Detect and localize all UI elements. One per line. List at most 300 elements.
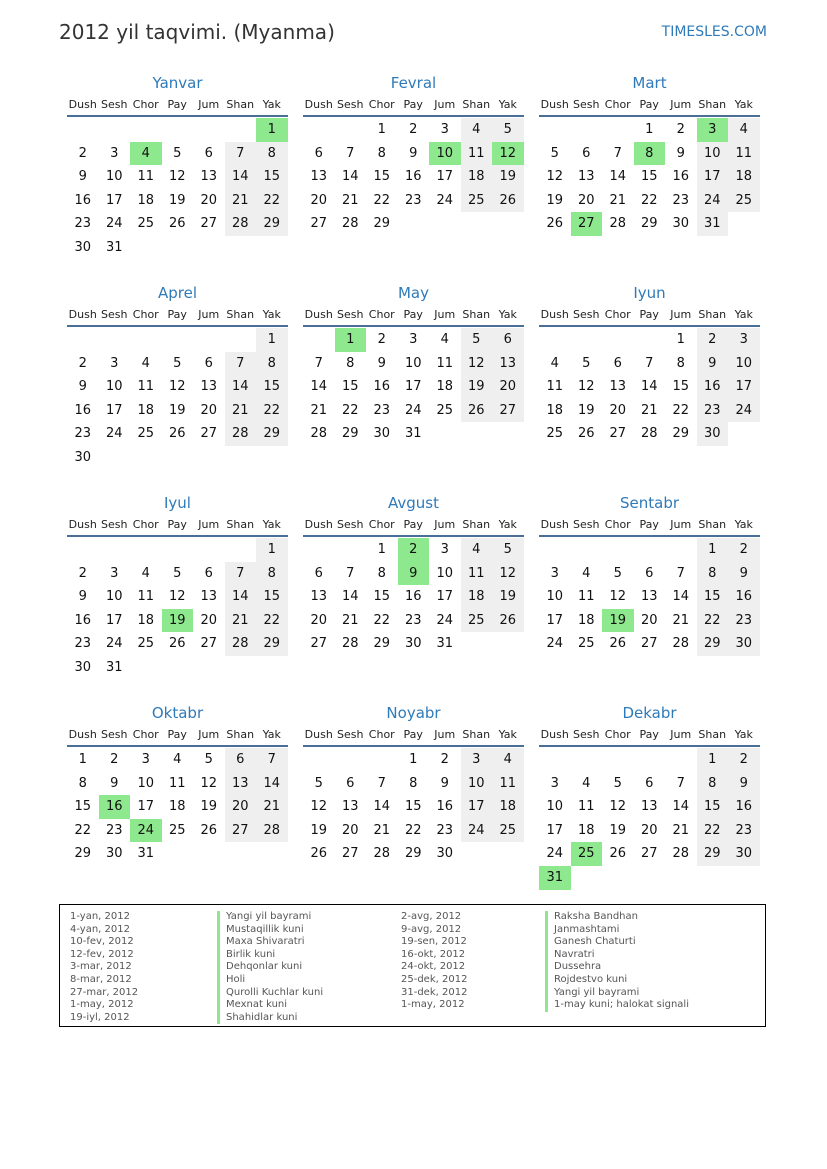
empty-cell bbox=[303, 118, 335, 142]
day-cell: 9 bbox=[697, 352, 729, 376]
day-cell: 22 bbox=[404, 822, 422, 838]
weekday-label: Dush bbox=[68, 518, 97, 531]
day-cell: 18 bbox=[461, 165, 493, 189]
day-cell: 8 bbox=[697, 772, 729, 796]
day-cell: 25 bbox=[137, 426, 155, 442]
day-cell: 25 bbox=[436, 402, 454, 418]
holiday-day-cell: 8 bbox=[634, 142, 666, 166]
weekday-label: Dush bbox=[68, 308, 97, 321]
empty-cell bbox=[335, 748, 367, 772]
day-cell: 20 bbox=[492, 375, 524, 399]
day-cell: 2 bbox=[110, 752, 119, 767]
weekday-label: Sesh bbox=[573, 308, 600, 321]
empty-cell bbox=[539, 748, 571, 772]
weekday-label: Jum bbox=[670, 98, 692, 111]
weekday-label: Pay bbox=[403, 98, 423, 111]
day-cell: 18 bbox=[137, 402, 155, 418]
weekday-header bbox=[539, 95, 760, 117]
day-cell: 15 bbox=[341, 379, 359, 395]
day-cell: 26 bbox=[461, 399, 493, 423]
site-link[interactable]: TIMESLES.COM bbox=[661, 24, 767, 40]
day-cell: 26 bbox=[492, 189, 524, 213]
legend-holiday-name: Raksha Bandhan bbox=[545, 911, 689, 924]
day-cell: 18 bbox=[168, 799, 186, 815]
day-cell: 30 bbox=[404, 636, 422, 652]
weekday-label: Yak bbox=[262, 728, 281, 741]
day-grid bbox=[67, 747, 288, 866]
legend-names-1 bbox=[217, 911, 323, 1024]
day-cell: 6 bbox=[314, 565, 323, 581]
day-cell: 10 bbox=[728, 352, 760, 376]
day-cell: 22 bbox=[74, 822, 92, 838]
day-cell: 13 bbox=[200, 589, 218, 605]
weekday-label: Yak bbox=[262, 308, 281, 321]
day-cell: 27 bbox=[200, 216, 218, 232]
day-cell: 4 bbox=[461, 538, 493, 562]
day-cell: 14 bbox=[341, 169, 359, 185]
legend-dates-1 bbox=[70, 911, 138, 1024]
empty-cell bbox=[571, 328, 603, 352]
weekday-label: Jum bbox=[670, 308, 692, 321]
day-cell: 9 bbox=[409, 145, 418, 161]
holiday-day-cell: 4 bbox=[130, 142, 162, 166]
day-cell: 25 bbox=[137, 636, 155, 652]
day-cell: 16 bbox=[697, 375, 729, 399]
weekday-label: Jum bbox=[670, 728, 692, 741]
day-cell: 7 bbox=[256, 748, 288, 772]
empty-cell bbox=[303, 328, 335, 352]
month-sentabr bbox=[539, 491, 760, 656]
day-cell: 12 bbox=[546, 169, 564, 185]
day-cell: 13 bbox=[310, 169, 328, 185]
day-cell: 18 bbox=[728, 165, 760, 189]
weekday-header bbox=[67, 95, 288, 117]
day-cell: 30 bbox=[373, 426, 391, 442]
day-cell: 7 bbox=[676, 775, 685, 791]
day-cell: 21 bbox=[225, 399, 257, 423]
month-oktabr bbox=[67, 701, 288, 866]
weekday-label: Pay bbox=[167, 518, 187, 531]
day-cell: 2 bbox=[78, 145, 87, 161]
day-cell: 13 bbox=[341, 799, 359, 815]
day-cell: 9 bbox=[110, 775, 119, 791]
day-cell: 1 bbox=[676, 332, 685, 347]
day-cell: 19 bbox=[577, 402, 595, 418]
day-cell: 26 bbox=[609, 846, 627, 862]
day-cell: 2 bbox=[409, 122, 418, 137]
day-cell: 28 bbox=[256, 819, 288, 843]
day-cell: 26 bbox=[609, 636, 627, 652]
legend-date: 1-yan, 2012 bbox=[70, 911, 130, 922]
day-cell: 5 bbox=[613, 565, 622, 581]
day-cell: 29 bbox=[256, 632, 288, 656]
day-cell: 23 bbox=[74, 636, 92, 652]
day-cell: 24 bbox=[436, 612, 454, 628]
empty-cell bbox=[571, 538, 603, 562]
day-cell: 11 bbox=[137, 379, 155, 395]
holiday-day-cell: 16 bbox=[99, 795, 131, 819]
day-cell: 12 bbox=[461, 352, 493, 376]
weekday-label: Yak bbox=[498, 728, 517, 741]
empty-cell bbox=[539, 328, 571, 352]
day-cell: 29 bbox=[256, 212, 288, 236]
legend-holiday-name: Mexnat kuni bbox=[217, 999, 323, 1012]
holiday-day-cell: 10 bbox=[429, 142, 461, 166]
weekday-label: Dush bbox=[68, 728, 97, 741]
day-cell: 3 bbox=[141, 752, 150, 767]
holiday-day-cell: 9 bbox=[398, 562, 430, 586]
day-cell: 20 bbox=[200, 192, 218, 208]
day-cell: 16 bbox=[672, 169, 690, 185]
day-cell: 28 bbox=[310, 426, 328, 442]
day-cell: 14 bbox=[672, 589, 690, 605]
day-cell: 20 bbox=[640, 612, 658, 628]
day-cell: 13 bbox=[310, 589, 328, 605]
month-name: Oktabr bbox=[151, 704, 204, 722]
day-cell: 12 bbox=[492, 562, 524, 586]
day-cell: 30 bbox=[728, 632, 760, 656]
day-cell: 14 bbox=[640, 379, 658, 395]
legend-names-2 bbox=[545, 911, 689, 1012]
weekday-label: Shan bbox=[226, 98, 255, 111]
day-cell: 19 bbox=[461, 375, 493, 399]
empty-cell bbox=[162, 328, 194, 352]
day-cell: 14 bbox=[256, 772, 288, 796]
weekday-label: Jum bbox=[670, 518, 692, 531]
day-cell: 20 bbox=[310, 192, 328, 208]
holiday-day-cell: 19 bbox=[162, 609, 194, 633]
day-cell: 26 bbox=[492, 609, 524, 633]
day-cell: 11 bbox=[168, 775, 186, 791]
day-cell: 11 bbox=[577, 799, 595, 815]
day-cell: 8 bbox=[256, 562, 288, 586]
month-name: Mart bbox=[632, 74, 667, 92]
day-cell: 23 bbox=[404, 192, 422, 208]
day-cell: 16 bbox=[728, 795, 760, 819]
holiday-day-cell: 27 bbox=[571, 212, 603, 236]
weekday-label: Jum bbox=[434, 98, 456, 111]
day-cell: 6 bbox=[645, 565, 654, 581]
weekday-label: Chor bbox=[132, 98, 159, 111]
day-cell: 5 bbox=[173, 355, 182, 371]
day-cell: 13 bbox=[492, 352, 524, 376]
legend-date: 24-okt, 2012 bbox=[401, 961, 466, 973]
weekday-label: Dush bbox=[540, 98, 569, 111]
day-cell: 17 bbox=[404, 379, 422, 395]
day-grid bbox=[67, 327, 288, 470]
day-cell: 17 bbox=[436, 169, 454, 185]
month-aprel bbox=[67, 281, 288, 470]
day-cell: 29 bbox=[373, 216, 391, 232]
empty-cell bbox=[665, 538, 697, 562]
day-cell: 26 bbox=[310, 846, 328, 862]
day-cell: 26 bbox=[168, 636, 186, 652]
day-cell: 29 bbox=[256, 422, 288, 446]
weekday-label: Dush bbox=[68, 98, 97, 111]
day-grid bbox=[303, 117, 524, 236]
day-cell: 3 bbox=[550, 565, 559, 581]
day-grid bbox=[67, 537, 288, 680]
day-cell: 15 bbox=[74, 799, 92, 815]
weekday-header bbox=[67, 515, 288, 537]
weekday-label: Shan bbox=[462, 308, 491, 321]
weekday-label: Sesh bbox=[573, 98, 600, 111]
empty-cell bbox=[99, 328, 131, 352]
month-dekabr bbox=[539, 701, 760, 890]
day-cell: 25 bbox=[461, 609, 493, 633]
weekday-label: Dush bbox=[304, 518, 333, 531]
day-cell: 7 bbox=[225, 562, 257, 586]
month-yanvar bbox=[67, 71, 288, 260]
day-cell: 22 bbox=[373, 192, 391, 208]
weekday-label: Jum bbox=[434, 518, 456, 531]
legend-holiday-name: Birlik kuni bbox=[217, 949, 323, 962]
day-cell: 14 bbox=[225, 165, 257, 189]
day-cell: 30 bbox=[697, 422, 729, 446]
day-cell: 23 bbox=[105, 822, 123, 838]
day-cell: 4 bbox=[440, 332, 449, 347]
day-cell: 15 bbox=[256, 585, 288, 609]
month-avgust bbox=[303, 491, 524, 656]
month-name: Yanvar bbox=[152, 74, 203, 92]
day-cell: 3 bbox=[110, 355, 119, 371]
day-cell: 12 bbox=[577, 379, 595, 395]
legend-date: 3-mar, 2012 bbox=[70, 961, 132, 973]
weekday-label: Chor bbox=[604, 728, 631, 741]
day-cell: 3 bbox=[440, 122, 449, 137]
empty-cell bbox=[193, 328, 225, 352]
day-cell: 26 bbox=[200, 822, 218, 838]
day-cell: 29 bbox=[74, 846, 92, 862]
day-cell: 16 bbox=[74, 612, 92, 628]
weekday-header bbox=[303, 305, 524, 327]
empty-cell bbox=[162, 538, 194, 562]
day-cell: 21 bbox=[225, 189, 257, 213]
day-cell: 1 bbox=[78, 752, 87, 767]
holiday-day-cell: 25 bbox=[571, 842, 603, 866]
day-cell: 9 bbox=[728, 562, 760, 586]
day-cell: 7 bbox=[377, 775, 386, 791]
legend-date: 12-fev, 2012 bbox=[70, 948, 134, 960]
day-cell: 23 bbox=[74, 216, 92, 232]
day-cell: 22 bbox=[341, 402, 359, 418]
day-cell: 4 bbox=[582, 775, 591, 791]
weekday-label: Shan bbox=[698, 98, 727, 111]
day-cell: 11 bbox=[492, 772, 524, 796]
weekday-label: Chor bbox=[132, 728, 159, 741]
day-cell: 1 bbox=[409, 752, 418, 767]
empty-cell bbox=[193, 118, 225, 142]
day-cell: 21 bbox=[672, 822, 690, 838]
legend-holiday-name: Shahidlar kuni bbox=[217, 1012, 323, 1025]
day-cell: 11 bbox=[137, 589, 155, 605]
empty-cell bbox=[665, 748, 697, 772]
day-cell: 3 bbox=[110, 145, 119, 161]
day-cell: 17 bbox=[436, 589, 454, 605]
empty-cell bbox=[225, 118, 257, 142]
day-cell: 14 bbox=[225, 375, 257, 399]
day-cell: 21 bbox=[640, 402, 658, 418]
empty-cell bbox=[225, 328, 257, 352]
day-cell: 17 bbox=[137, 799, 155, 815]
day-cell: 12 bbox=[200, 775, 218, 791]
weekday-label: Yak bbox=[498, 98, 517, 111]
day-cell: 29 bbox=[672, 426, 690, 442]
day-cell: 19 bbox=[609, 822, 627, 838]
legend-holiday-name: Mustaqillik kuni bbox=[217, 924, 323, 937]
day-cell: 24 bbox=[105, 636, 123, 652]
day-cell: 15 bbox=[256, 375, 288, 399]
day-cell: 20 bbox=[640, 822, 658, 838]
day-cell: 20 bbox=[577, 192, 595, 208]
day-cell: 9 bbox=[440, 775, 449, 791]
day-cell: 19 bbox=[168, 402, 186, 418]
day-cell: 22 bbox=[672, 402, 690, 418]
day-cell: 27 bbox=[640, 636, 658, 652]
empty-cell bbox=[67, 538, 99, 562]
day-cell: 20 bbox=[200, 612, 218, 628]
weekday-label: Shan bbox=[226, 728, 255, 741]
day-cell: 14 bbox=[373, 799, 391, 815]
day-cell: 25 bbox=[577, 636, 595, 652]
weekday-label: Jum bbox=[434, 308, 456, 321]
empty-cell bbox=[99, 118, 131, 142]
day-cell: 3 bbox=[110, 565, 119, 581]
day-cell: 5 bbox=[173, 565, 182, 581]
day-cell: 19 bbox=[200, 799, 218, 815]
legend-date: 19-sen, 2012 bbox=[401, 936, 467, 948]
day-cell: 2 bbox=[440, 752, 449, 767]
weekday-header bbox=[303, 515, 524, 537]
day-cell: 9 bbox=[728, 772, 760, 796]
day-cell: 31 bbox=[105, 239, 123, 255]
day-cell: 15 bbox=[697, 795, 729, 819]
holiday-day-cell: 1 bbox=[335, 328, 367, 352]
day-grid bbox=[67, 117, 288, 260]
day-cell: 22 bbox=[697, 609, 729, 633]
day-cell: 7 bbox=[225, 142, 257, 166]
legend-date: 4-yan, 2012 bbox=[70, 923, 130, 935]
day-cell: 13 bbox=[609, 379, 627, 395]
empty-cell bbox=[602, 538, 634, 562]
legend-holiday-name: Yangi yil bayrami bbox=[217, 911, 323, 924]
day-cell: 24 bbox=[436, 192, 454, 208]
day-cell: 5 bbox=[204, 752, 213, 767]
day-cell: 5 bbox=[173, 145, 182, 161]
day-cell: 28 bbox=[225, 632, 257, 656]
day-cell: 31 bbox=[436, 636, 454, 652]
day-cell: 16 bbox=[404, 169, 422, 185]
weekday-label: Yak bbox=[734, 518, 753, 531]
legend-date: 1-may, 2012 bbox=[70, 999, 134, 1011]
empty-cell bbox=[602, 328, 634, 352]
day-cell: 17 bbox=[546, 822, 564, 838]
day-cell: 18 bbox=[461, 585, 493, 609]
empty-cell bbox=[130, 538, 162, 562]
day-cell: 28 bbox=[672, 846, 690, 862]
day-cell: 6 bbox=[204, 145, 213, 161]
day-cell: 15 bbox=[256, 165, 288, 189]
day-cell: 21 bbox=[341, 612, 359, 628]
day-cell: 21 bbox=[672, 612, 690, 628]
day-cell: 11 bbox=[137, 169, 155, 185]
day-cell: 12 bbox=[168, 169, 186, 185]
day-cell: 4 bbox=[550, 355, 559, 371]
weekday-header bbox=[303, 725, 524, 747]
weekday-label: Dush bbox=[540, 308, 569, 321]
day-cell: 2 bbox=[697, 328, 729, 352]
day-grid bbox=[539, 327, 760, 446]
empty-cell bbox=[539, 538, 571, 562]
day-cell: 15 bbox=[697, 585, 729, 609]
month-name: Iyun bbox=[633, 284, 666, 302]
day-cell: 28 bbox=[373, 846, 391, 862]
weekday-label: Chor bbox=[604, 518, 631, 531]
day-cell: 9 bbox=[78, 379, 87, 395]
day-cell: 31 bbox=[137, 846, 155, 862]
day-cell: 6 bbox=[314, 145, 323, 161]
weekday-label: Sesh bbox=[101, 518, 128, 531]
day-cell: 10 bbox=[697, 142, 729, 166]
day-cell: 9 bbox=[78, 169, 87, 185]
month-iyun bbox=[539, 281, 760, 446]
holiday-day-cell: 12 bbox=[492, 142, 524, 166]
legend-holiday-name: Navratri bbox=[545, 949, 689, 962]
weekday-header bbox=[539, 305, 760, 327]
holiday-day-cell: 1 bbox=[256, 118, 288, 142]
day-cell: 28 bbox=[341, 636, 359, 652]
day-cell: 4 bbox=[173, 752, 182, 767]
day-cell: 31 bbox=[697, 212, 729, 236]
day-cell: 1 bbox=[256, 538, 288, 562]
day-cell: 31 bbox=[404, 426, 422, 442]
legend-date: 25-dek, 2012 bbox=[401, 973, 468, 985]
weekday-label: Pay bbox=[167, 728, 187, 741]
day-grid bbox=[303, 327, 524, 446]
day-cell: 8 bbox=[78, 775, 87, 791]
day-cell: 14 bbox=[672, 799, 690, 815]
legend-holiday-name: Ganesh Chaturti bbox=[545, 936, 689, 949]
day-grid bbox=[303, 537, 524, 656]
day-cell: 23 bbox=[74, 426, 92, 442]
weekday-label: Shan bbox=[226, 518, 255, 531]
day-cell: 23 bbox=[672, 192, 690, 208]
day-cell: 6 bbox=[613, 355, 622, 371]
day-cell: 13 bbox=[640, 799, 658, 815]
day-cell: 27 bbox=[310, 216, 328, 232]
day-cell: 1 bbox=[697, 748, 729, 772]
weekday-header bbox=[539, 515, 760, 537]
day-cell: 1 bbox=[645, 122, 654, 137]
day-cell: 19 bbox=[492, 585, 524, 609]
day-cell: 14 bbox=[310, 379, 328, 395]
holiday-day-cell: 2 bbox=[398, 538, 430, 562]
legend-holiday-name: Dehqonlar kuni bbox=[217, 961, 323, 974]
day-cell: 1 bbox=[377, 542, 386, 557]
day-cell: 8 bbox=[346, 355, 355, 371]
day-cell: 4 bbox=[141, 355, 150, 371]
holiday-day-cell: 31 bbox=[539, 866, 571, 890]
day-cell: 24 bbox=[546, 846, 564, 862]
day-cell: 19 bbox=[492, 165, 524, 189]
day-cell: 7 bbox=[645, 355, 654, 371]
day-cell: 5 bbox=[492, 538, 524, 562]
weekday-label: Pay bbox=[167, 308, 187, 321]
day-cell: 10 bbox=[546, 589, 564, 605]
legend-holiday-name: Janmashtami bbox=[545, 924, 689, 937]
empty-cell bbox=[193, 538, 225, 562]
weekday-label: Pay bbox=[639, 308, 659, 321]
